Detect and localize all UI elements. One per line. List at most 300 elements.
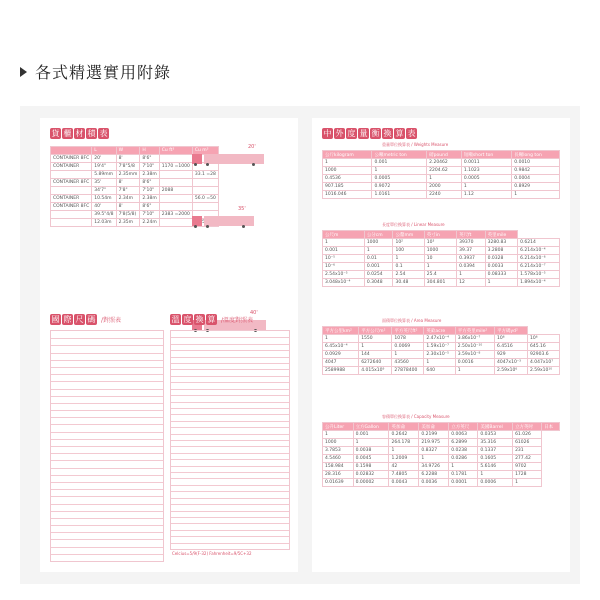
table-cell: 4.047x10⁷ xyxy=(528,359,560,367)
left-page xyxy=(40,118,298,572)
header-cell: 公斤kilogram xyxy=(323,151,372,159)
grid-line xyxy=(51,432,163,433)
table-row xyxy=(323,271,560,279)
grid-line xyxy=(51,539,163,540)
table-cell: 1170 =1000 xyxy=(159,163,192,171)
grid-line xyxy=(171,472,289,473)
temp-title-chars xyxy=(170,314,217,325)
grid-line xyxy=(51,518,163,519)
grid-line xyxy=(171,395,289,396)
header-cell: 英畝acre xyxy=(424,327,455,335)
title-char: 表 xyxy=(99,129,108,138)
table-cell: 0.001 xyxy=(364,263,393,271)
table-cell: 0.0033 xyxy=(485,263,517,271)
grid-line xyxy=(51,496,163,497)
table-cell: 12.03m xyxy=(92,219,116,227)
header-cell: 英加侖 xyxy=(389,423,419,431)
table-cell: 2.34m xyxy=(116,195,140,203)
table-cell: 42 xyxy=(389,463,419,471)
table-cell: 144 xyxy=(359,351,392,359)
table-cell: 2240 xyxy=(427,191,462,199)
table-cell: 0.00002 xyxy=(353,479,389,487)
table-cell: 10⁻⁵ xyxy=(323,255,365,263)
size-table xyxy=(50,330,164,562)
header-cell: 公噸metric ton xyxy=(372,151,427,159)
table-row xyxy=(51,171,219,179)
header-cell: 英寸in xyxy=(424,231,456,239)
table-cell: 43560 xyxy=(392,359,424,367)
table-row xyxy=(323,431,560,439)
table-cell: 0.8929 xyxy=(512,183,560,191)
table-cell: 907.185 xyxy=(323,183,372,191)
table-cell: 10⁶ xyxy=(494,335,527,343)
weight-table xyxy=(322,150,560,199)
container-section-title xyxy=(50,128,109,139)
table-cell: 158.984 xyxy=(323,463,354,471)
table-cell: 1 xyxy=(457,271,485,279)
table-cell: 0.001 xyxy=(353,431,389,439)
header-cell: 平方公里km² xyxy=(323,327,359,335)
table-cell: 2.59x10⁶ xyxy=(494,367,527,375)
table-cell: 10⁶ xyxy=(528,335,560,343)
table-cell: 6.214x10⁻⁷ xyxy=(518,263,560,271)
table-cell: 33.1 =28 xyxy=(192,171,218,179)
table-cell: 277.42 xyxy=(513,455,542,463)
table-row xyxy=(51,203,219,211)
table-row xyxy=(323,479,560,487)
title-char: 算 xyxy=(395,129,404,138)
header-cell: 短噸short ton xyxy=(461,151,511,159)
header-cell: 公尺m xyxy=(323,231,365,239)
grid-line xyxy=(171,350,289,351)
table-cell: 61026 xyxy=(513,439,542,447)
table-cell: 0.1 xyxy=(393,263,424,271)
table-cell: 92903.6 xyxy=(528,351,560,359)
grid-line xyxy=(171,530,289,531)
table-cell: 2000 xyxy=(427,183,462,191)
grid-line xyxy=(171,446,289,447)
table-cell: 7'8(5/8) xyxy=(116,211,140,219)
table-cell: 28.316 xyxy=(323,471,354,479)
table-cell: 61.026 xyxy=(513,431,542,439)
table-cell: 8'6" xyxy=(140,155,159,163)
table-cell: 0.9842 xyxy=(512,167,560,175)
table-cell: 1 xyxy=(392,351,424,359)
table-cell xyxy=(159,179,192,187)
grid-line xyxy=(51,396,163,397)
table-row xyxy=(323,367,560,375)
table-cell: 2.35m xyxy=(116,219,140,227)
table-cell: 0.0063 xyxy=(449,431,478,439)
table-cell: 0.0929 xyxy=(323,351,359,359)
table-cell: 34.9726 xyxy=(419,463,449,471)
header-cell: 美國Barrel xyxy=(478,423,513,431)
table-cell: 7'10" xyxy=(140,163,159,171)
grid-line xyxy=(171,485,289,486)
grid-line xyxy=(51,410,163,411)
table-cell: 0.2199 xyxy=(419,431,449,439)
title-char: 量 xyxy=(359,129,368,138)
table-cell: 0.9072 xyxy=(372,183,427,191)
title-char: 換 xyxy=(195,315,204,324)
grid-line xyxy=(171,434,289,435)
table-cell: 8'6" xyxy=(140,203,159,211)
title-char: 溫 xyxy=(171,315,180,324)
table-cell: 1 xyxy=(419,455,449,463)
table-cell: 4047x10⁻³ xyxy=(494,359,527,367)
table-cell: 1 xyxy=(485,279,517,287)
table-cell: 0.0001 xyxy=(449,479,478,487)
table-cell: 2.50x10⁻¹⁰ xyxy=(455,343,494,351)
table-cell: 2589988 xyxy=(323,367,359,375)
table-row xyxy=(323,279,560,287)
table-cell: 39.5"4/8 xyxy=(92,211,116,219)
table-cell: 30.48 xyxy=(393,279,424,287)
table-cell: 5.89mm xyxy=(92,171,116,179)
table-cell: 264.178 xyxy=(389,439,419,447)
table-cell: 1 xyxy=(449,463,478,471)
grid-line xyxy=(171,466,289,467)
table-cell: 0.0005 xyxy=(461,175,511,183)
table-cell: 1 xyxy=(323,159,372,167)
table-cell: 645.16 xyxy=(528,343,560,351)
table-cell: 1 xyxy=(353,439,389,447)
table-cell: 0.8327 xyxy=(419,447,449,455)
table-cell: 2.35mm xyxy=(116,171,140,179)
truck-size-label: 40' xyxy=(250,310,258,316)
grid-line xyxy=(171,382,289,383)
grid-line xyxy=(171,389,289,390)
grid-line xyxy=(51,525,163,526)
header-cell: 平方英里mile² xyxy=(455,327,494,335)
table-cell: 0.0353 xyxy=(478,431,513,439)
table-cell: 25.4 xyxy=(424,271,456,279)
table-cell: 1 xyxy=(424,359,455,367)
table-cell: 304.801 xyxy=(424,279,456,287)
table-cell xyxy=(51,187,92,195)
table-cell: 1.578x10⁻⁵ xyxy=(518,271,560,279)
section-header xyxy=(20,60,171,83)
header-cell: 美加侖 xyxy=(419,423,449,431)
table-cell: 1.1023 xyxy=(461,167,511,175)
table-cell: 0.3048 xyxy=(364,279,393,287)
linear-table xyxy=(322,230,560,287)
table-cell: 6.45x10⁻⁴ xyxy=(323,343,359,351)
header-cell: 磅pound xyxy=(427,151,462,159)
grid-line xyxy=(51,532,163,533)
table-cell: 0.0011 xyxy=(461,159,511,167)
header-cell: H xyxy=(140,147,159,155)
table-cell: 929 xyxy=(494,351,527,359)
truck-icon xyxy=(192,152,266,166)
header-cell: 公分cm xyxy=(364,231,393,239)
header-cell: L xyxy=(92,147,116,155)
table-cell xyxy=(51,171,92,179)
table-cell: 1 xyxy=(323,239,365,247)
table-cell: 10² xyxy=(393,239,424,247)
table-cell: 20' xyxy=(92,155,116,163)
table-cell: 35' xyxy=(92,179,116,187)
table-cell: 4.015x10⁹ xyxy=(359,367,392,375)
table-cell: 0.0043 xyxy=(389,479,419,487)
title-char: 衡 xyxy=(371,129,380,138)
table-header-row xyxy=(323,151,560,159)
table-cell: 0.0036 xyxy=(419,479,449,487)
table-cell: 40' xyxy=(92,203,116,211)
table-cell: 3280.83 xyxy=(485,239,517,247)
grid-line xyxy=(171,478,289,479)
table-cell: 0.3937 xyxy=(457,255,485,263)
table-cell: 0.0010 xyxy=(512,159,560,167)
header-cell: 平方公尺m² xyxy=(359,327,392,335)
table-cell: 39370 xyxy=(457,239,485,247)
header-cell: 公釐mm xyxy=(393,231,424,239)
table-cell: 0.0254 xyxy=(364,271,393,279)
table-cell: 7.4805 xyxy=(389,471,419,479)
table-cell: 10⁻⁶ xyxy=(323,263,365,271)
table-cell: 0.1605 xyxy=(478,455,513,463)
title-char: 換 xyxy=(383,129,392,138)
table-row xyxy=(323,175,560,183)
conversion-title-chars xyxy=(322,128,417,139)
table-cell: 7'8"5/8 xyxy=(116,163,140,171)
table-cell: 0.1781 xyxy=(449,471,478,479)
table-cell: 2.20462 xyxy=(427,159,462,167)
table-row xyxy=(323,183,560,191)
table-row xyxy=(323,455,560,463)
table-header-row xyxy=(323,327,560,335)
table-cell: 0.0038 xyxy=(353,447,389,455)
table-cell: 2088 xyxy=(159,187,192,195)
table-cell: 1 xyxy=(424,263,456,271)
table-cell xyxy=(192,179,218,187)
grid-line xyxy=(171,517,289,518)
header-cell: 平方碼yd² xyxy=(494,327,527,335)
header-cell: 立方英吋 xyxy=(513,423,542,431)
table-cell: 10.54m xyxy=(92,195,116,203)
table-cell: 640 xyxy=(424,367,455,375)
grid-line xyxy=(51,439,163,440)
table-cell: 1000 xyxy=(323,439,354,447)
table-row xyxy=(323,159,560,167)
header-cell: 平方英尺ft² xyxy=(392,327,424,335)
table-cell: 2.38m xyxy=(140,195,159,203)
table-row xyxy=(323,359,560,367)
table-cell: 3.59x10⁻⁸ xyxy=(455,351,494,359)
grid-line xyxy=(171,363,289,364)
grid-line xyxy=(171,357,289,358)
table-cell: 7'10" xyxy=(140,211,159,219)
table-cell: 4047 xyxy=(323,359,359,367)
table-cell xyxy=(159,171,192,179)
grid-line xyxy=(51,367,163,368)
table-cell: 3.048x10⁻⁴ xyxy=(323,279,365,287)
table-cell: CONTAINER 8FC xyxy=(51,179,92,187)
table-cell: 0.0016 xyxy=(455,359,494,367)
container-title-chars xyxy=(50,128,109,139)
table-cell: 1 xyxy=(461,183,511,191)
table-cell: 1000 xyxy=(323,167,372,175)
grid-line xyxy=(51,446,163,447)
grid-line xyxy=(171,344,289,345)
grid-line xyxy=(51,345,163,346)
title-char: 尺 xyxy=(75,315,84,324)
table-cell: 1.894x10⁻⁴ xyxy=(518,279,560,287)
table-cell xyxy=(159,203,192,211)
size-section-title xyxy=(50,314,121,325)
table-cell: 0.0328 xyxy=(485,255,517,263)
grid-line xyxy=(51,453,163,454)
table-cell: 1.12 xyxy=(461,191,511,199)
grid-line xyxy=(171,523,289,524)
linear-table-title: 長度單位換算表 / Linear Measure xyxy=(382,222,445,227)
table-cell: 0.0286 xyxy=(449,455,478,463)
grid-line xyxy=(171,421,289,422)
table-cell: 2.38m xyxy=(140,171,159,179)
table-cell: 56.0 =50 xyxy=(192,195,218,203)
table-cell: 8' xyxy=(116,155,140,163)
size-title-chars xyxy=(50,314,97,325)
table-cell: 10³ xyxy=(424,239,456,247)
title-char: 度 xyxy=(347,129,356,138)
temp-formula: Celcius=5/9(F-32) Fahrenheit=9/5C+32 xyxy=(172,551,252,556)
title-char: 碼 xyxy=(87,315,96,324)
table-cell: 219.975 xyxy=(419,439,449,447)
table-cell: 2383 =2000 xyxy=(159,211,192,219)
header-cell: 公升Liter xyxy=(323,423,354,431)
table-cell: 27878400 xyxy=(392,367,424,375)
header-cell: 長噸long ton xyxy=(512,151,560,159)
table-cell: 0.2642 xyxy=(389,431,419,439)
table-cell: 1 xyxy=(455,367,494,375)
header-cell: 日本 xyxy=(542,423,560,431)
area-table xyxy=(322,326,560,375)
table-cell xyxy=(159,195,192,203)
table-cell xyxy=(192,203,218,211)
table-cell: 1000 xyxy=(424,247,456,255)
table-cell: 1 xyxy=(427,175,462,183)
grid-line xyxy=(171,414,289,415)
table-row xyxy=(51,179,219,187)
table-cell: 1.2009 xyxy=(389,455,419,463)
table-cell: 35.316 xyxy=(478,439,513,447)
table-row xyxy=(323,351,560,359)
temp-section-title xyxy=(170,314,253,325)
table-cell: 2204.62 xyxy=(427,167,462,175)
title-char: 度 xyxy=(183,315,192,324)
table-cell: 2.59x10¹⁰ xyxy=(528,367,560,375)
table-cell: 1 xyxy=(323,335,359,343)
table-row xyxy=(323,263,560,271)
header-cell: Cu ft³ xyxy=(159,147,192,155)
grid-line xyxy=(51,460,163,461)
grid-line xyxy=(51,403,163,404)
table-row xyxy=(323,239,560,247)
table-cell: 3.7853 xyxy=(323,447,354,455)
title-char: 算 xyxy=(207,315,216,324)
table-cell: 6.214x10⁻⁴ xyxy=(518,247,560,255)
table-cell: 8'6" xyxy=(140,179,159,187)
title-char: 表 xyxy=(407,129,416,138)
table-cell xyxy=(51,219,92,227)
table-cell: 0.0006 xyxy=(478,479,513,487)
table-cell: 0.01639 xyxy=(323,479,354,487)
table-cell: 2.54x10⁻⁵ xyxy=(323,271,365,279)
table-header-row xyxy=(323,231,560,239)
truck-size-label: 20' xyxy=(248,144,256,150)
title-char: 國 xyxy=(51,315,60,324)
table-cell: 0.08333 xyxy=(485,271,517,279)
table-cell: 0.1337 xyxy=(478,447,513,455)
table-cell: CONTAINER xyxy=(51,163,92,171)
table-cell: 7'8" xyxy=(116,187,140,195)
table-cell: 39.37 xyxy=(457,247,485,255)
header-cell: 立方Gallon xyxy=(353,423,389,431)
table-cell: 1 xyxy=(372,167,427,175)
table-cell: 1000 xyxy=(364,239,393,247)
table-cell: 100 xyxy=(393,247,424,255)
table-cell: 1 xyxy=(513,479,542,487)
triangle-bullet-icon xyxy=(20,67,27,77)
table-cell: 0.0394 xyxy=(457,263,485,271)
grid-line xyxy=(171,408,289,409)
grid-line xyxy=(171,337,289,338)
table-cell: 4.5460 xyxy=(323,455,354,463)
table-cell: 0.0069 xyxy=(392,343,424,351)
table-cell: 1728 xyxy=(513,471,542,479)
table-cell: 0.0045 xyxy=(353,455,389,463)
area-table-title: 面積單位換算表 / Area Measure xyxy=(382,318,442,323)
table-cell xyxy=(159,219,192,227)
table-cell: 3.2808 xyxy=(485,247,517,255)
table-cell: 0.001 xyxy=(323,247,365,255)
grid-line xyxy=(171,498,289,499)
table-cell: 6.2288 xyxy=(419,471,449,479)
table-cell: 2.30x10⁻⁵ xyxy=(424,351,455,359)
table-cell xyxy=(159,155,192,163)
table-cell: CONTAINER xyxy=(51,195,92,203)
table-cell: CONTAINER 8FC xyxy=(51,155,92,163)
grid-line xyxy=(51,468,163,469)
table-cell: 10 xyxy=(424,255,456,263)
header-cell: Cu m³ xyxy=(192,147,218,155)
section-title: 各式精選實用附錄 xyxy=(35,63,172,82)
grid-line xyxy=(171,402,289,403)
table-cell: 2.54 xyxy=(393,271,424,279)
header-cell xyxy=(51,147,92,155)
grid-line xyxy=(51,338,163,339)
table-row xyxy=(323,335,560,343)
grid-line xyxy=(171,440,289,441)
grid-line xyxy=(171,504,289,505)
book-spread xyxy=(20,106,580,584)
table-row xyxy=(323,447,560,455)
table-cell: 6272640 xyxy=(359,359,392,367)
capacity-table xyxy=(322,422,560,487)
table-cell: 1 xyxy=(364,247,393,255)
table-cell: 0.01 xyxy=(364,255,393,263)
table-cell: 3.86x10⁻⁷ xyxy=(455,335,494,343)
header-cell: 英尺ft xyxy=(457,231,485,239)
title-char: 櫃 xyxy=(63,129,72,138)
table-cell: 1550 xyxy=(359,335,392,343)
title-char: 中 xyxy=(323,129,332,138)
grid-line xyxy=(51,554,163,555)
table-row xyxy=(323,439,560,447)
table-cell: 0.4536 xyxy=(323,175,372,183)
grid-line xyxy=(51,511,163,512)
table-header-row xyxy=(323,423,560,431)
